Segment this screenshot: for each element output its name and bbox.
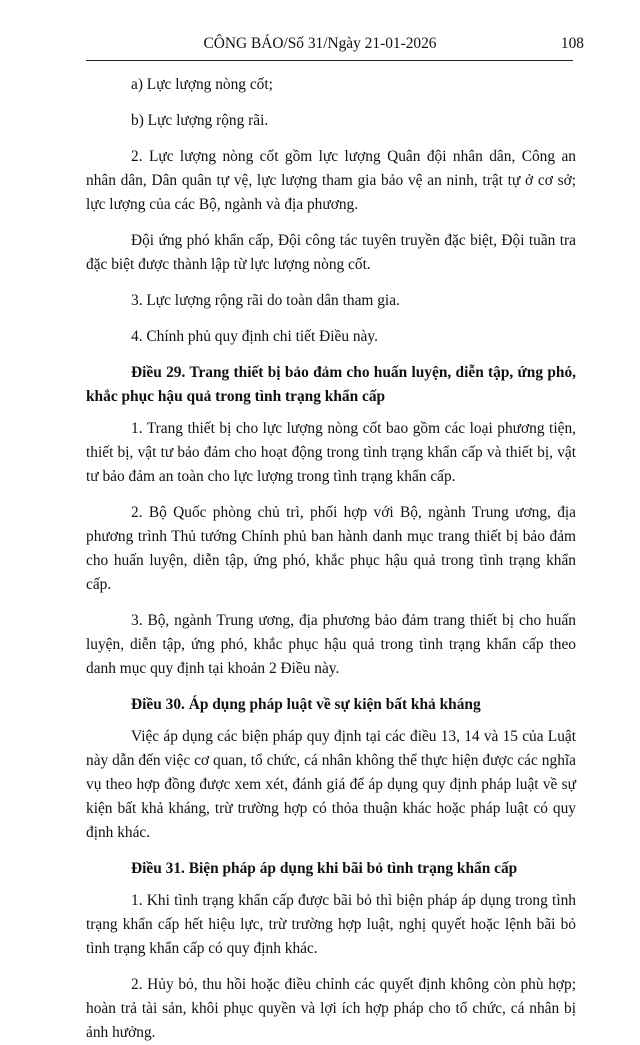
article-29-clause-2: 2. Bộ Quốc phòng chủ trì, phối hợp với Bộ, ngành Trung ương, địa phương trình Thủ tướng Chính phủ ban hành danh mục trang thiết bị bảo đảm cho huấn luyện, diễn tập, ứng phó, khắc phục hậu quả trong tình trạng khẩn cấp. bbox=[86, 504, 576, 593]
document-body bbox=[86, 73, 576, 1045]
page-header bbox=[0, 32, 640, 56]
article-30-heading: Điều 30. Áp dụng pháp luật về sự kiện bất khả kháng bbox=[131, 696, 481, 713]
paragraph-item-a: a) Lực lượng nòng cốt; bbox=[131, 76, 273, 93]
paragraph-clause-4: 4. Chính phủ quy định chi tiết Điều này. bbox=[131, 328, 378, 345]
article-29-clause-3: 3. Bộ, ngành Trung ương, địa phương bảo đảm trang thiết bị cho huấn luyện, diễn tập, ứng phó, khắc phục hậu quả trong tình trạng khẩn cấp theo danh mục quy định tại khoản 2 Điều này. bbox=[86, 612, 576, 677]
paragraph-clause-3: 3. Lực lượng rộng rãi do toàn dân tham gia. bbox=[131, 292, 400, 309]
paragraph-response-teams: Đội ứng phó khẩn cấp, Đội công tác tuyên truyền đặc biệt, Đội tuần tra đặc biệt được thành lập từ lực lượng nòng cốt. bbox=[86, 232, 576, 273]
article-31-clause-2: 2. Hủy bỏ, thu hồi hoặc điều chỉnh các quyết định không còn phù hợp; hoàn trả tài sản, khôi phục quyền và lợi ích hợp pháp cho tổ chức, cá nhân bị ảnh hưởng. bbox=[86, 976, 576, 1041]
article-31-clause-1: 1. Khi tình trạng khẩn cấp được bãi bỏ thì biện pháp áp dụng trong tình trạng khẩn cấp hết hiệu lực, trừ trường hợp luật, nghị quyết hoặc lệnh bãi bỏ tình trạng khẩn cấp có quy định khác. bbox=[86, 892, 576, 957]
page-number: 108 bbox=[560, 35, 584, 52]
article-30-body: Việc áp dụng các biện pháp quy định tại các điều 13, 14 và 15 của Luật này dẫn đến việc cơ quan, tổ chức, cá nhân không thể thực hiện được các nghĩa vụ theo hợp đồng được xem xét, đánh giá để áp dụng quy định pháp luật về sự kiện bất khả kháng, trừ trường hợp có thỏa thuận khác hoặc pháp luật có quy định khác. bbox=[86, 728, 576, 841]
article-29-clause-1: 1. Trang thiết bị cho lực lượng nòng cốt bao gồm các loại phương tiện, thiết bị, vật tư bảo đảm cho hoạt động trong tình trạng khẩn cấp và thiết bị, vật tư bảo đảm an toàn cho lực lượng trong tình trạng khẩn cấp. bbox=[86, 420, 576, 485]
article-29-heading: Điều 29. Trang thiết bị bảo đảm cho huấn luyện, diễn tập, ứng phó, khắc phục hậu quả trong tình trạng khẩn cấp bbox=[86, 364, 576, 405]
header-divider bbox=[86, 60, 573, 61]
paragraph-clause-2: 2. Lực lượng nòng cốt gồm lực lượng Quân đội nhân dân, Công an nhân dân, Dân quân tự vệ, lực lượng tham gia bảo vệ an ninh, trật tự ở cơ sở; lực lượng của các Bộ, ngành và địa phương. bbox=[86, 148, 576, 213]
gazette-title: CÔNG BÁO/Số 31/Ngày 21-01-2026 bbox=[203, 35, 437, 52]
paragraph-item-b: b) Lực lượng rộng rãi. bbox=[131, 112, 269, 129]
article-31-heading: Điều 31. Biện pháp áp dụng khi bãi bỏ tình trạng khẩn cấp bbox=[131, 860, 518, 877]
